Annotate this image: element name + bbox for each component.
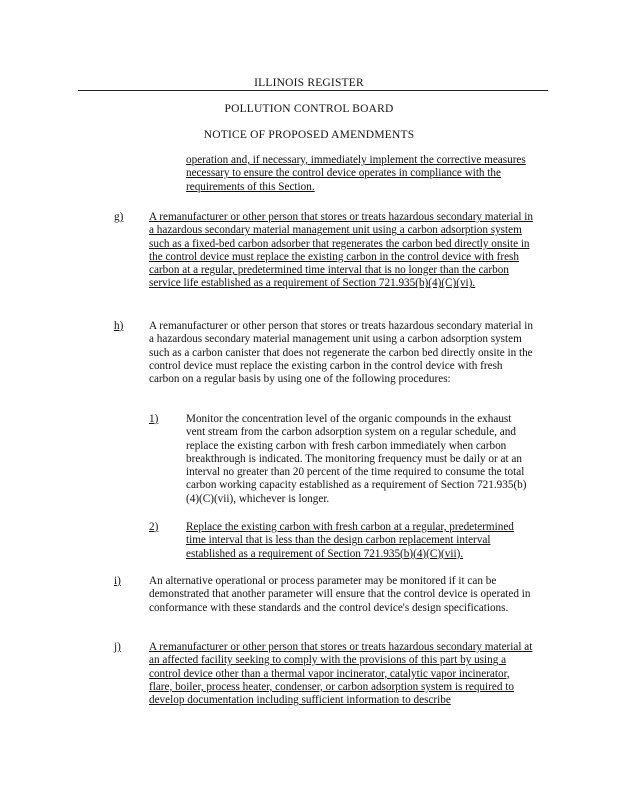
header-rule <box>78 90 548 91</box>
section-label-i: i) <box>114 575 121 587</box>
section-label-j: j) <box>114 641 121 653</box>
section-text-g: A remanufacturer or other person that stores or treats hazardous secondary material in a hazardous secondary material management unit using a carbon adsorption system such as a fixed-bed carbon adsorber that regenerates the carbon bed directly onsite in the control device must replace the existing carbon in the control device with fresh carbon at a regular, predetermined time interval that is no longer than the carbon service life established as a requirement of Section 721.935(b)(4)(C)(vi). <box>149 211 533 290</box>
item-label-h1: 1) <box>149 413 159 425</box>
section-text-j: A remanufacturer or other person that stores or treats hazardous secondary material at an affected facility seeking to comply with the provisions of this part by using a control device other than a thermal vapor incinerator, catalytic vapor incinerator, flare, boiler, process heater, condenser, or carbon adsorption system is required to develop documentation including sufficient information to describe <box>149 641 533 707</box>
section-label-h: h) <box>114 320 124 332</box>
notice-title: NOTICE OF PROPOSED AMENDMENTS <box>203 129 415 141</box>
board-title: POLLUTION CONTROL BOARD <box>224 103 394 115</box>
item-text-h2: Replace the existing carbon with fresh carbon at a regular, predetermined time interval that is less than the design carbon replacement interval established as a requirement of Section 721.935(b)(4)(C)(vii). <box>186 521 514 560</box>
section-text-h: A remanufacturer or other person that stores or treats hazardous secondary material in a hazardous secondary material management unit using a carbon adsorption system such as a carbon canister that does not regenerate the carbon bed directly onsite in the control device must replace the existing carbon in the control device with fresh carbon on a regular basis by using one of the following procedures: <box>149 320 533 386</box>
section-text-i: An alternative operational or process parameter may be monitored if it can be demonstrated that another parameter will ensure that the control device is operated in conformance with these standards and the control device's design specifications. <box>149 575 531 614</box>
section-label-g: g) <box>114 211 124 223</box>
item-label-h2: 2) <box>149 521 159 533</box>
item-text-h1: Monitor the concentration level of the organic compounds in the exhaust vent stream from the carbon adsorption system on a regular schedule, and replace the existing carbon with fresh carbon immediately when carbon breakthrough is indicated. The monitoring frequency must be daily or at an interval no greater than 20 percent of the time required to consume the total carbon working capacity established as a requirement of Section 721.935(b)(4)(C)(vii), whichever is longer. <box>186 413 527 505</box>
register-title: ILLINOIS REGISTER <box>254 77 364 89</box>
continuation-paragraph: operation and, if necessary, immediately implement the corrective measures necessary to ensure the control device operates in compliance with the requirements of this Section. <box>186 154 526 193</box>
